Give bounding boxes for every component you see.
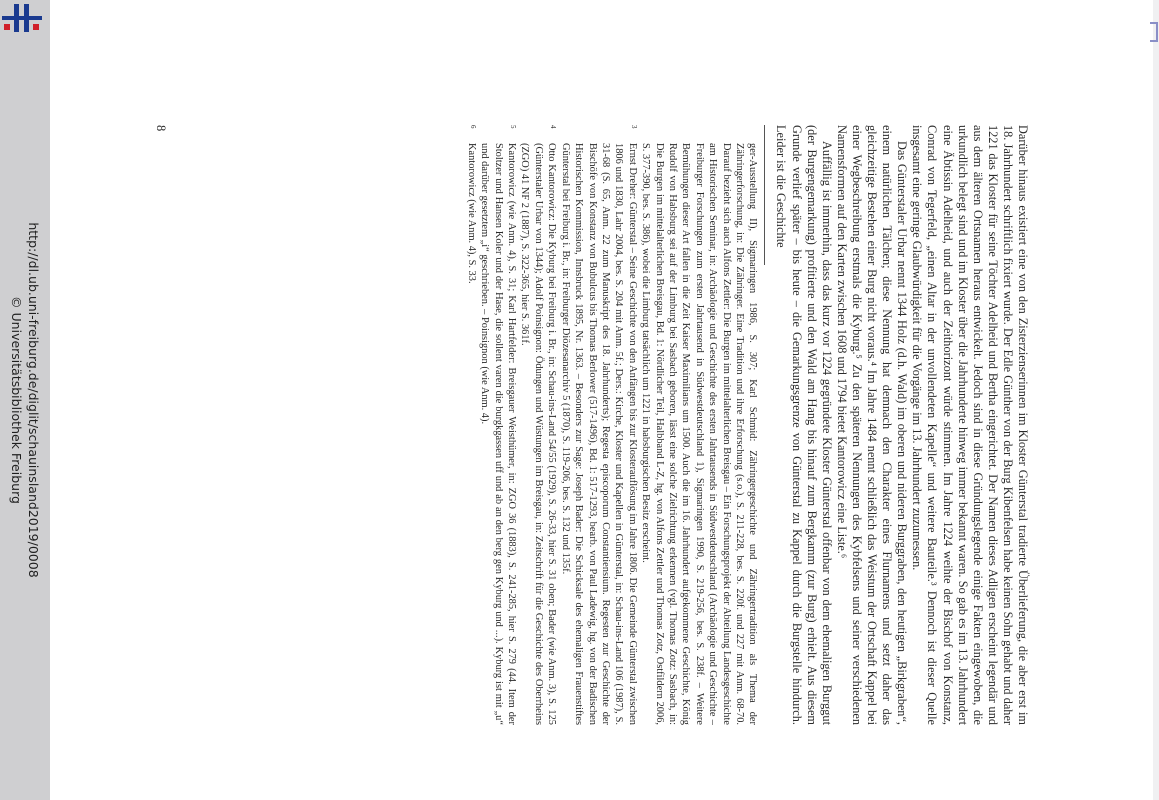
scanned-page: [70, 0, 1140, 800]
ub-freiburg-logo-icon[interactable]: [0, 0, 50, 50]
footnote-text: Kantorowicz (wie Anm. 4), S. 33.: [465, 143, 477, 284]
footnote-text: ger-Ausstellung II), Sigmaringen 1986, S. 307; Karl Schmid: Zähringergeschichte und Zähringertradition als Thema der Zähringerforschung, in: Die Zähringer. Eine Tradition und ihre Erforschung (s.o.), S. 211-228, bes. S. 220f. und 227 mit Anm. 68-70. Darauf bezieht sich auch Alfons Zettler: Die Burgen im mittelalterlichen Breisgau – Ein Forschungsprojekt der Abteilung Landesgeschichte am Historischen Seminar, in: Archäologie und Geschichte des ersten Jahrtausends in Südwestdeutschland (Archäologie und Geschichte – Freiburger Forschungen zum ersten Jahrtausend in Südwestdeutschland 1), Sigmaringen 1990, S. 219-256, bes. S. 238f. – Weitere Bemühungen dieser Art fallen in die Zeit Kaiser Maximilians um 1500. Auch die im 16. Jahrhundert aufgekommene Geschichte, König Rudolf von Habsburg sei auf der Limburg bei Sasbach geboren, lässt eine solche Zielrichtung erkennen (vgl. Thomas Zotz: Sasbach, in: Die Burgen im mittelalterlichen Breisgau, Bd. 1: Nördlicher Teil, Halbband L-Z, hg. von Alfons Zettler und Thomas Zotz, Ostfildern 2006, S. 377-390, bes. S. 386), wobei die Limburg tatsächlich um 1221 in habsburgischen Besitz erscheint.: [640, 143, 759, 725]
paragraph: Auffällig ist immerhin, dass das kurz vor 1224 gegründete Kloster Günterstal offenbar von dem ehemaligen Burggut (der Burgengemarkung) profitierte und den Wald am Hang bis hinauf zum Bergkamm (zur Burg) erhielt. Aus diesem Grunde verlief später – bis heute – die Gemarkungsgrenze von Günterstal zu Kappel durch die Burgstelle hindurch. Leider ist die Geschichte: [774, 125, 834, 725]
footnote-number: 5: [509, 125, 518, 129]
footnote-number: [639, 125, 760, 143]
footnote: [518, 125, 558, 725]
footnote: [558, 125, 638, 725]
footnote-number: 6: [468, 125, 477, 129]
page-content: [150, 125, 1030, 725]
footnote-number: 4: [549, 125, 558, 129]
body-text: [773, 125, 1030, 725]
paragraph: Darüber hinaus existiert eine von den Zisterzienserinnen im Kloster Günterstal tradierte Überlieferung, die aber erst im 18. Jahrhundert schriftlich fixiert wurde. Der Edle Günther von der Burg Kibenfelsen habe keinen Sohn gehabt und daher 1221 das Kloster für seine Töchter Adelheid und Bertha eingerichtet. Der Namen dieses Adligen erscheint legendär und aus dem älteren Ortsnamen heraus entwickelt. Jedoch sind in diese Gründungslegende einige Fakten eingewoben, die urkundlich belegt sind und im Kloster über die Jahrhunderte hinweg immer bekannt waren. So gab es im 13. Jahrhundert eine Äbtissin Adelheid, und auch der Zeithorizont würde stimmen. Im Jahre 1224 weihte der Bischof von Konstanz, Conrad von Tegerfeld, „einen Altar in der unvollendeten Kapelle“ und weitere Bauteile.³ Dennoch ist dieser Quelle insgesamt eine geringe Glaubwürdigkeit für die Vorgänge im 13. Jahrhundert zuzumessen.: [910, 125, 1030, 725]
footnote-text: Kantorowicz (wie Anm. 4), S. 31; Karl Hartfelder: Breisgauer Weisthümer, in: ZGO 36 (1883), S. 241-285, hier S. 279 (44. Item der Stoltzer und Hansen Koler und der Hase, die sollent varen die burgkgassen uff und ab an den berg gen Kyburg und ...). Kyburg ist mit „u“ und darüber gesetztem „i“ geschrieben. – Poinsignon (wie Anm. 4).: [479, 143, 518, 725]
footnote-text: Ernst Dreher: Günterstal – Seine Geschichte von den Anfängen bis zur Klosterauflösung im Jahre 1806. Die Gemeinde Günterstal zwischen 1806 und 1830, Lahr 2004, bes. S. 204 mit Anm. 5f.; Ders.: Kirche, Kloster und Kapellen in Günterstal, in: Schau-ins-Land 106 (1987), S. 31-68 (S. 65, Anm. 22 zum Manuskript des 18. Jahrhunderts); Regesta episcoporum Constantiensium. Regesten zur Geschichte der Bischöfe von Konstanz von Bubulcus bis Thomas Berlower (517-1496), Bd. 1: 517-1293, bearb. von Paul Ladewig, hg. von der Badischen Historischen Kommission, Innsbruck 1895, Nr. 1363. – Besonders zur Sage: Joseph Bader: Die Schicksale des ehemaligen Frauenstiftes Günterstal bei Freiburg i. Br., in: Freiburger Diözesanarchiv 5 (1870), S. 119-206, bes. S. 132 und 135f.: [559, 143, 638, 726]
viewer-credit: [8, 222, 42, 577]
footnote: [464, 125, 477, 725]
footnotes: [464, 125, 759, 725]
page-number: 8: [154, 125, 168, 132]
paragraph: Das Günterstaler Urbar nennt 1344 Holz (d.h. Wald) im oberen und nideren Burggraben, den heutigen „Birkgraben“, einem natürlichen Tälchen; diese Nennung hat demnach den Charakter eines Flurnamens und setzt daher das gleichzeitige Bestehen einer Burg nicht voraus.⁴ Im Jahre 1484 nennt schließlich das Weistum der Ortschaft Kappel bei einer Wegbeschreibung erstmals die Kyburg.⁵ Zu den späteren Nennungen des Kybfelsens und seiner verschiedenen Namensformen auf den Karten zwischen 1608 und 1794 bietet Kantorowicz eine Liste.⁶: [834, 125, 910, 725]
bracket-icon: [1150, 22, 1158, 42]
viewer-sidebar: [0, 0, 50, 800]
footnote-text: Otto Kantorowicz: Die Kyburg bei Freiburg i. Br., in: Schau-ins-Land 54/55 (1929), S. 26-33, hier S. 31 oben; Bader (wie Anm. 3), S. 125 (Günterstaler Urbar von 1344); Adolf Poinsignon: Ödungen und Wüstungen im Breisgau, in: Zeitschrift für die Geschichte des Oberrheins (ZGO) 41 NF 2 (1887), S. 322-365, hier S. 361f.: [519, 143, 558, 725]
right-edge-strip: [1153, 0, 1159, 800]
footnote: [478, 125, 518, 725]
footnote: [639, 125, 760, 725]
copyright-text: © Universitätsbibliothek Freiburg: [9, 296, 24, 504]
footnote-divider: [764, 125, 765, 265]
footnote-number: 3: [629, 125, 638, 129]
page-url-link[interactable]: http://dl.ub.uni-freiburg.de/diglit/schauinsland2019/0008: [26, 222, 41, 578]
